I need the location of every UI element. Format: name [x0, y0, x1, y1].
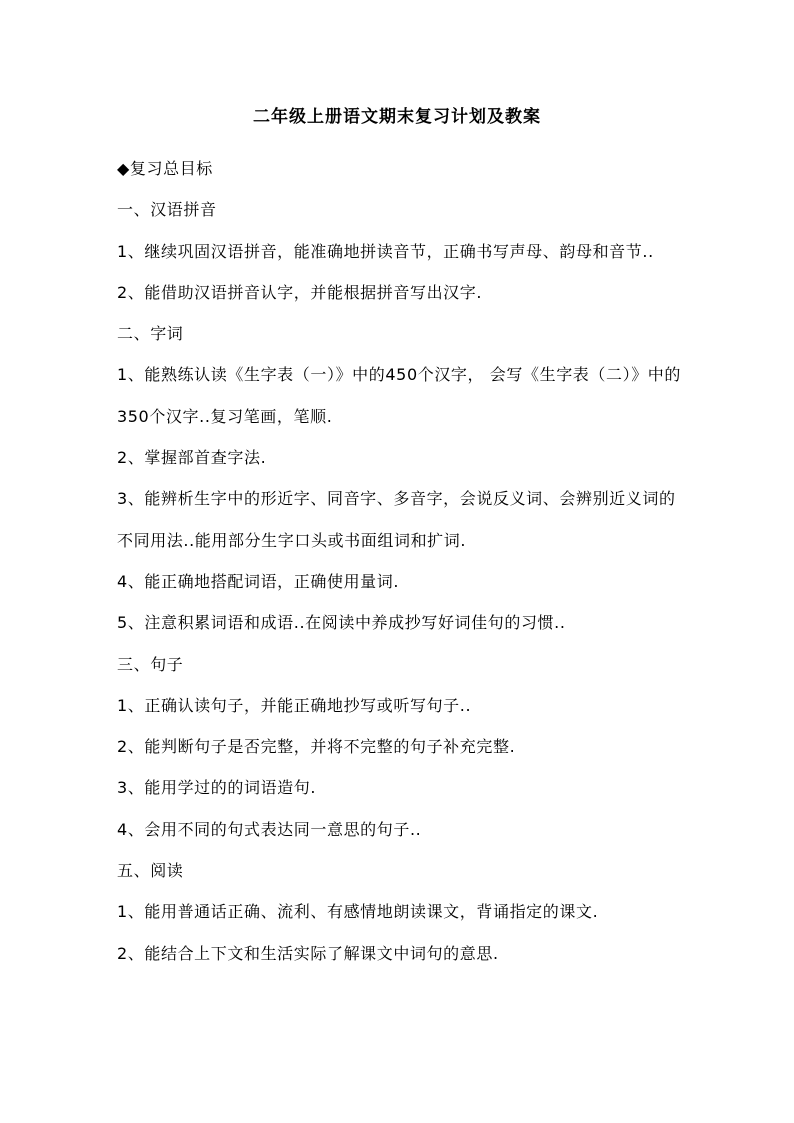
paragraph: 5、注意积累词语和成语..在阅读中养成抄写好词佳句的习惯.. — [117, 613, 566, 633]
paragraph: 1、正确认读句子，并能正确地抄写或听写句子.. — [117, 695, 472, 715]
paragraph: 2、能借助汉语拼音认字，并能根据拼音写出汉字. — [117, 282, 483, 302]
paragraph: 4、会用不同的句式表达同一意思的句子.. — [117, 819, 422, 839]
section-heading-reading: 五、阅读 — [117, 861, 184, 881]
section-heading-words: 二、字词 — [117, 324, 184, 344]
section-heading-sentences: 三、句子 — [117, 654, 184, 674]
paragraph: 2、能结合上下文和生活实际了解课文中词句的意思. — [117, 943, 499, 963]
paragraph: 3、能辨析生字中的形近字、同音字、多音字，会说反义词、会辨别近义词的不同用法..能用部分生字口头或书面组词和扩词. — [117, 489, 676, 550]
document-title: 二年级上册语文期末复习计划及教案 — [253, 107, 541, 127]
paragraph: 3、能用学过的的词语造句. — [117, 778, 317, 798]
paragraph: 1、能用普通话正确、流利、有感情地朗读课文，背诵指定的课文. — [117, 902, 599, 922]
paragraph: 2、能判断句子是否完整，并将不完整的句子补充完整. — [117, 737, 516, 757]
paragraph: 1、继续巩固汉语拼音，能准确地拼读音节，正确书写声母、韵母和音节.. — [117, 241, 654, 261]
paragraph: 1、能熟练认读《生字表（一）》中的450个汉字， 会写《生字表（二）》中的350个汉字..复习笔画，笔顺. — [117, 365, 682, 426]
paragraph: 4、能正确地搭配词语，正确使用量词. — [117, 571, 400, 591]
section-heading-pinyin: 一、汉语拼音 — [117, 200, 217, 220]
section-heading-goal: ◆复习总目标 — [117, 159, 213, 178]
paragraph: 2、掌握部首查字法. — [117, 448, 267, 468]
document-body — [117, 148, 687, 974]
